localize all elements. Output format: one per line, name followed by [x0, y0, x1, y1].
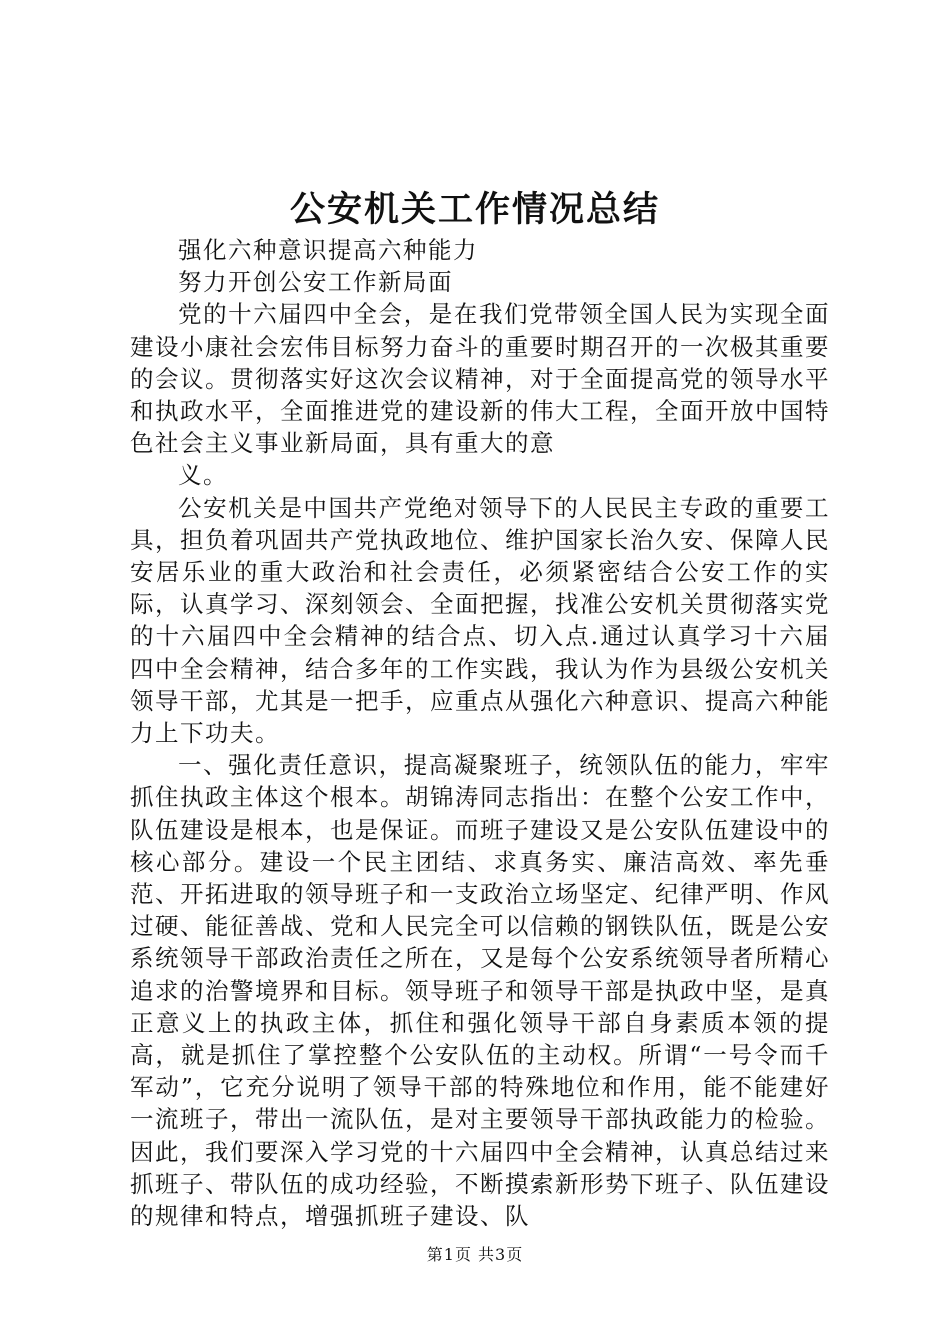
- body-paragraph: 公安机关是中国共产党绝对领导下的人民民主专政的重要工具，担负着巩固共产党执政地位、维护国家长治久安、保障人民安居乐业的重大政治和社会责任，必须紧密结合公安工作的实际，认真学习、深刻领会、全面把握，找准公安机关贯彻落实党的十六届四中全会精神的结合点、切入点.通过认真学习十六届四中全会精神，结合多年的工作实践，我认为作为县级公安机关领导干部，尤其是一把手，应重点从强化六种意识、提高六种能力上下功夫。: [130, 493, 830, 748]
- page-number-footer: 第1页 共3页: [426, 1245, 524, 1264]
- body-paragraph-tail: 义。: [178, 461, 228, 490]
- body-paragraph: 党的十六届四中全会，是在我们党带领全国人民为实现全面建设小康社会宏伟目标努力奋斗的重要时期召开的一次极其重要的会议。贯彻落实好这次会议精神，对于全面提高党的领导水平和执政水平，全面推进党的建设新的伟大工程，全面开放中国特色社会主义事业新局面，具有重大的意: [130, 300, 830, 458]
- subtitle-line-1: 强化六种意识提高六种能力: [178, 236, 478, 264]
- body-paragraph: 一、强化责任意识，提高凝聚班子，统领队伍的能力，牢牢抓住执政主体这个根本。胡锦涛同志指出：在整个公安工作中，队伍建设是根本，也是保证。而班子建设又是公安队伍建设中的核心部分。建设一个民主团结、求真务实、廉洁高效、率先垂范、开拓进取的领导班子和一支政治立场坚定、纪律严明、作风过硬、能征善战、党和人民完全可以信赖的钢铁队伍，既是公安系统领导干部政治责任之所在，又是每个公安系统领导者所精心追求的治警境界和目标。领导班子和领导干部是执政中坚，是真正意义上的执政主体，抓住和强化领导干部自身素质本领的提高，就是抓住了掌控整个公安队伍的主动权。所谓“一号令而千军动”，它充分说明了领导干部的特殊地位和作用，能不能建好一流班子，带出一流队伍，是对主要领导干部执政能力的检验。因此，我们要深入学习党的十六届四中全会精神，认真总结过来抓班子、带队伍的成功经验，不断摸索新形势下班子、队伍建设的规律和特点，增强抓班子建设、队: [130, 751, 830, 1231]
- document-title: 公安机关工作情况总结: [289, 190, 660, 230]
- document-body: [130, 234, 830, 1232]
- subtitle-line-2: 努力开创公安工作新局面: [178, 268, 453, 297]
